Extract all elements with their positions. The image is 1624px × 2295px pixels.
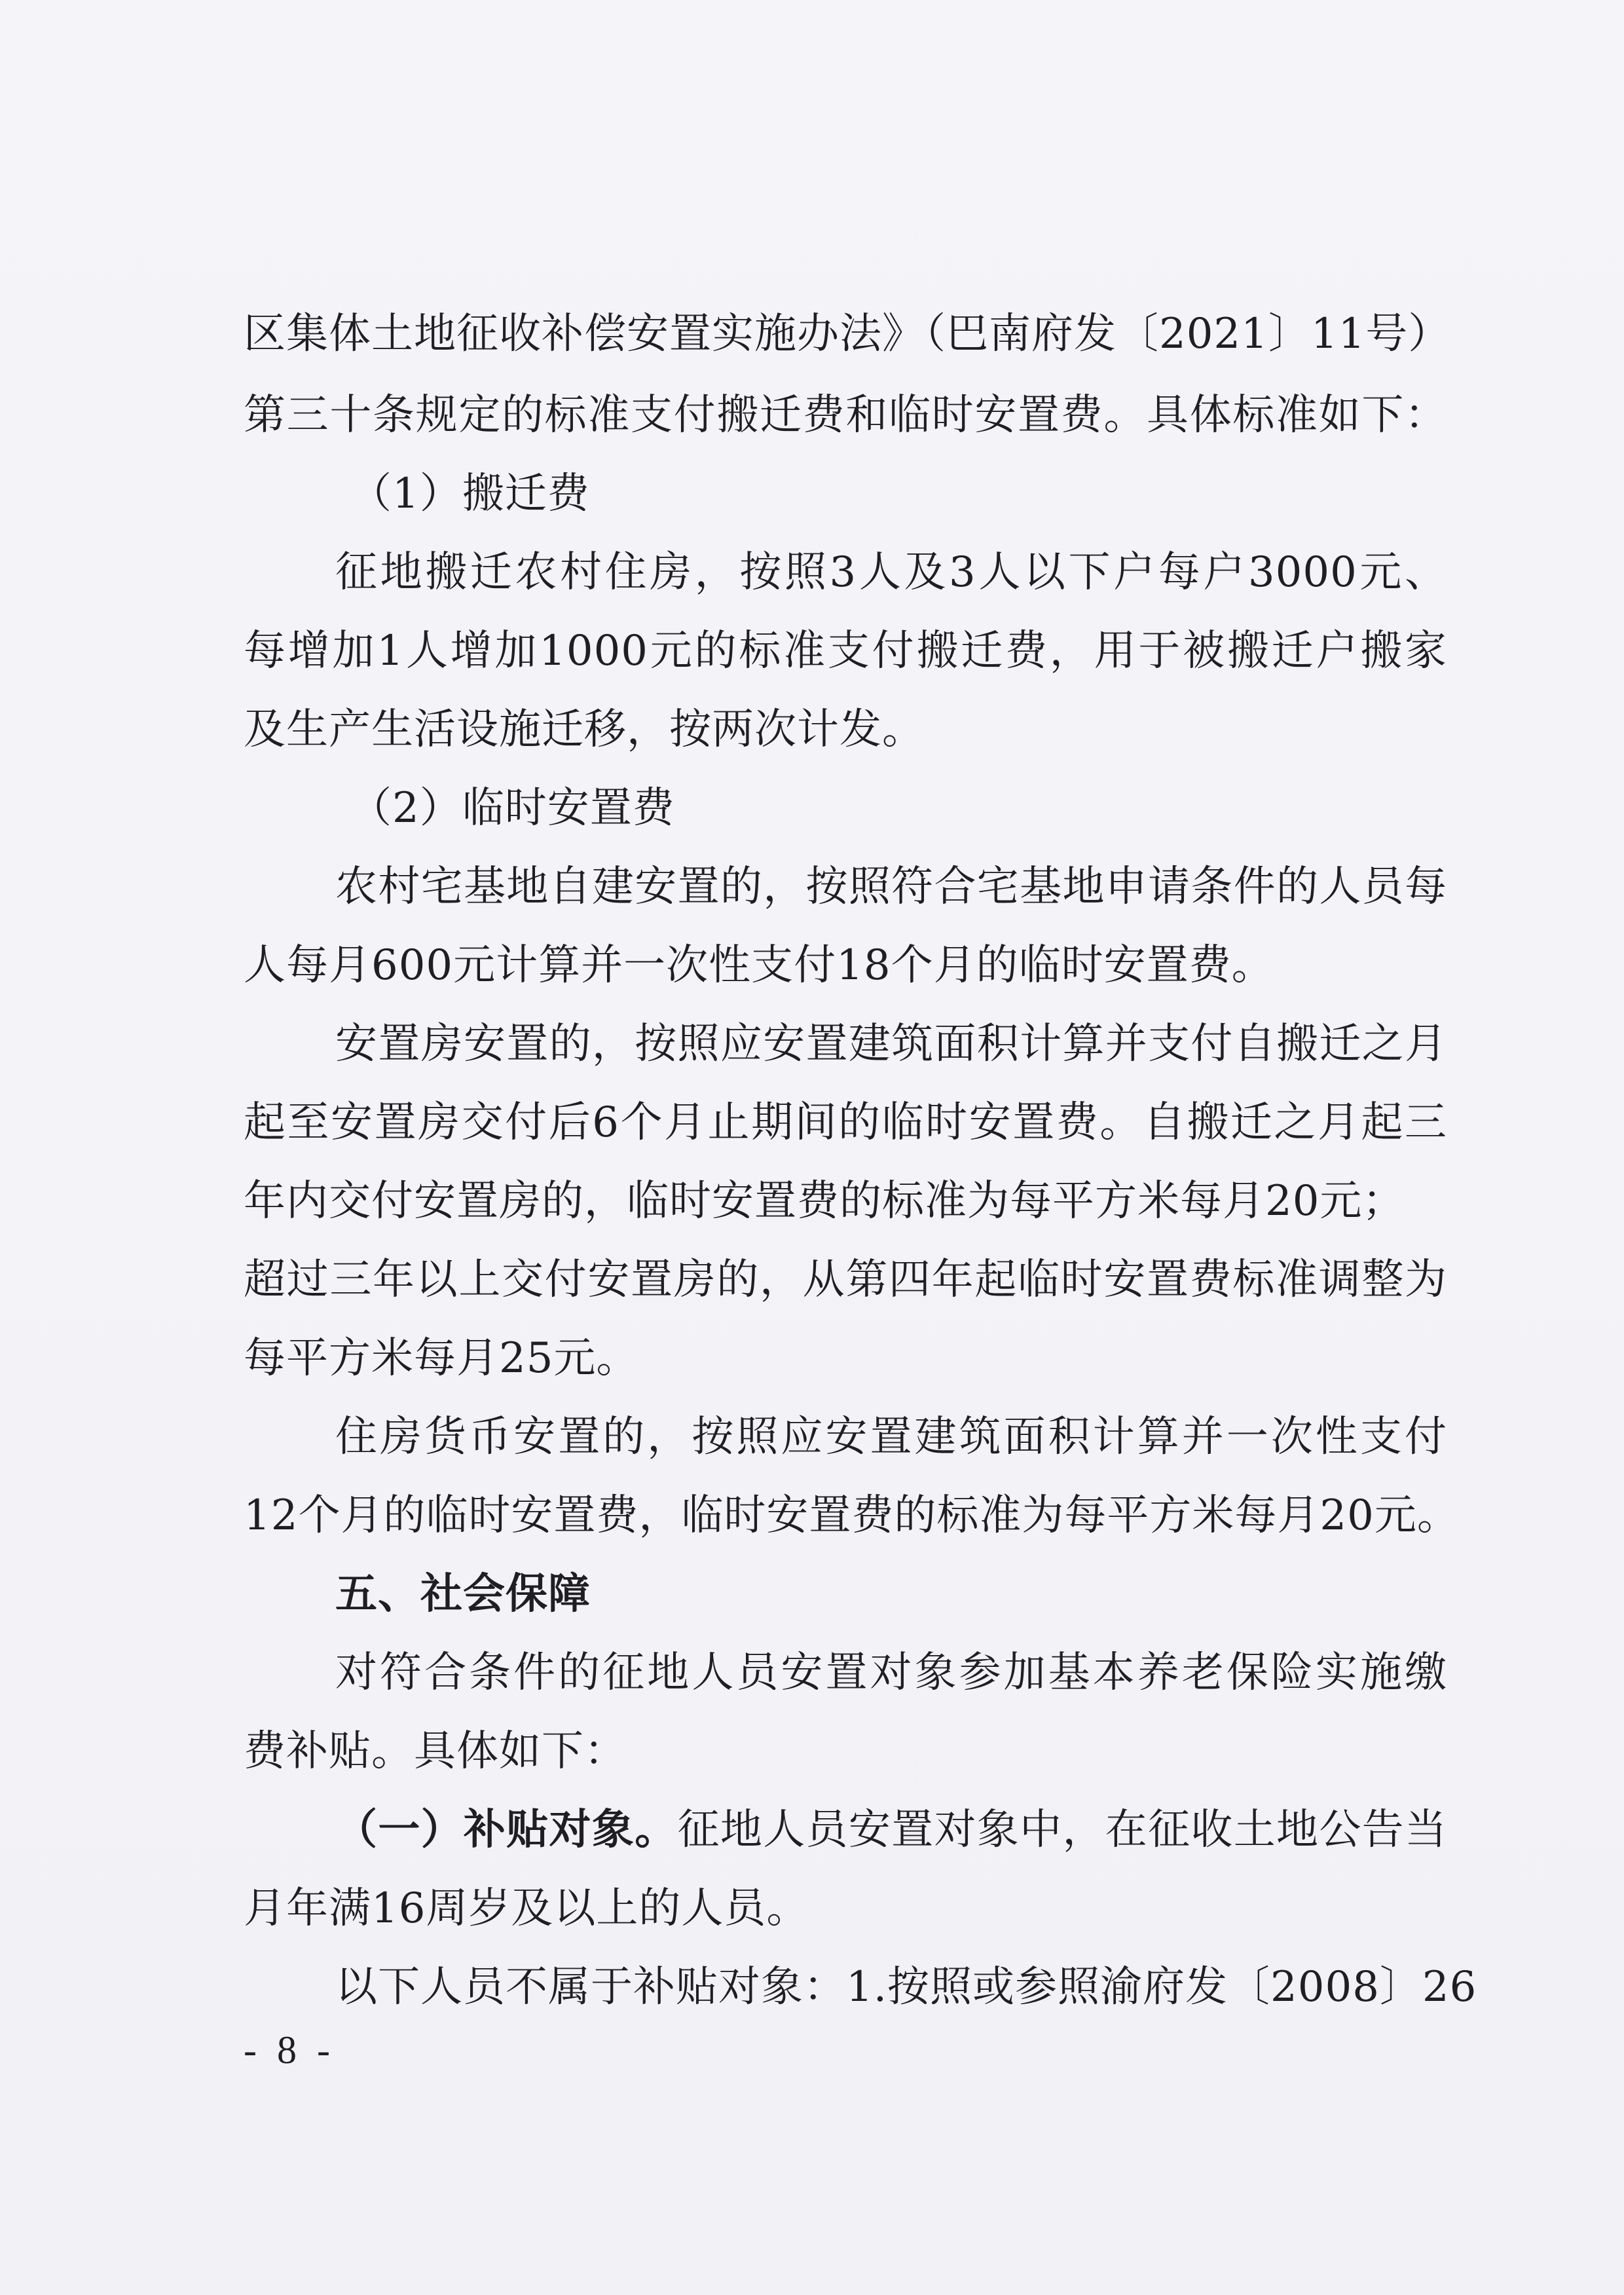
subsidy-target-label: （一）补贴对象。 [335,1806,678,1854]
subheading-temporary-fee: （2）临时安置费 [350,784,675,832]
page-number: - 8 - [244,2028,335,2072]
body-line-11: 起至安置房交付后6个月止期间的临时安置费。自搬迁之月起三 [244,1098,1447,1147]
body-line-8: 农村宅基地自建安置的，按照符合宅基地申请条件的人员每 [335,863,1447,911]
body-line-18: 对符合条件的征地人员安置对象参加基本养老保险实施缴 [335,1649,1447,1697]
body-line-20 [335,1804,1447,1856]
subsidy-target-text: 征地人员安置对象中，在征收土地公告当 [677,1806,1448,1854]
body-line-10: 安置房安置的，按照应安置建筑面积计算并支付自搬迁之月 [335,1020,1447,1068]
body-line-5: 每增加1人增加1000元的标准支付搬迁费，用于被搬迁户搬家 [244,627,1447,675]
body-line-13: 超过三年以上交付安置房的，从第四年起临时安置费标准调整为 [244,1256,1447,1304]
body-line-6: 及生产生活设施迁移，按两次计发。 [244,705,925,754]
subheading-relocation-fee: （1）搬迁费 [350,470,590,518]
body-line-22: 以下人员不属于补贴对象：1.按照或参照渝府发〔2008〕26 [335,1963,1477,2011]
section-heading-social-security: 五、社会保障 [335,1570,591,1618]
body-line-15: 住房货币安置的，按照应安置建筑面积计算并一次性支付 [335,1413,1447,1461]
body-line-4: 征地搬迁农村住房，按照3人及3人以下户每户3000元、 [335,548,1447,597]
body-line-16: 12个月的临时安置费，临时安置费的标准为每平方米每月20元。 [244,1491,1460,1540]
body-line-1: 区集体土地征收补偿安置实施办法》（巴南府发〔2021〕11号） [244,310,1451,358]
body-line-9: 人每月600元计算并一次性支付18个月的临时安置费。 [244,941,1274,990]
body-line-14: 每平方米每月25元。 [244,1334,639,1383]
body-line-19: 费补贴。具体如下： [244,1727,627,1776]
body-line-21: 月年满16周岁及以上的人员。 [244,1884,809,1933]
body-line-2: 第三十条规定的标准支付搬迁费和临时安置费。具体标准如下： [244,391,1447,439]
body-line-12: 年内交付安置房的，临时安置费的标准为每平方米每月20元； [244,1177,1405,1225]
